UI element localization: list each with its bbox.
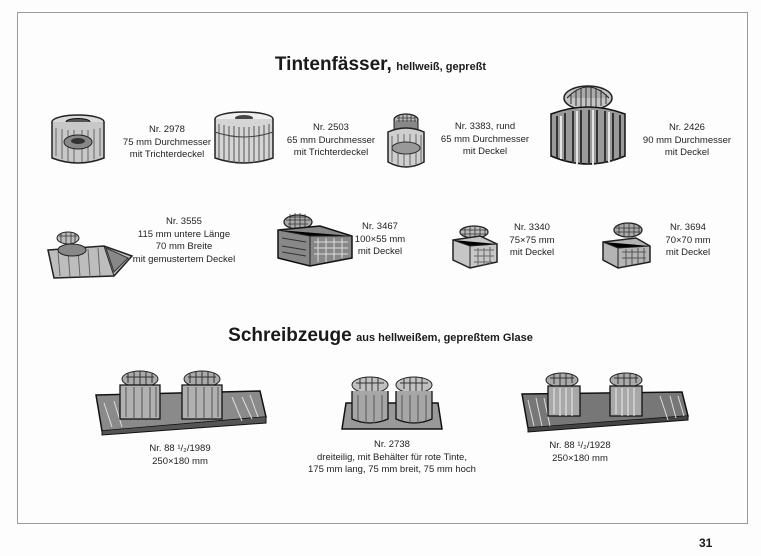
- section-subtitle: aus hellweißem, gepreßtem Glase: [356, 332, 533, 344]
- writing-set-1928-illustration: [520, 370, 690, 436]
- inkwell-2978: [46, 112, 226, 172]
- inkwell-2503-illustration: [211, 110, 277, 170]
- inkwell-3340: [450, 218, 590, 278]
- caption-3383: Nr. 3383, rund 65 mm Durchmesser mit Deckel: [440, 121, 530, 157]
- caption-1928: Nr. 88 ¹/₂/1928 250×180 mm: [549, 440, 611, 464]
- section-heading-inkwells: [0, 54, 761, 76]
- section-subtitle: hellweiß, gepreßt: [396, 61, 487, 73]
- inkwell-3383-illustration: [384, 110, 430, 172]
- inkwell-3694: [600, 218, 740, 278]
- caption-2978: Nr. 2978 75 mm Durchmesser mit Trichterdeckel: [122, 124, 212, 160]
- caption-3694: Nr. 3694 70×70 mm mit Deckel: [665, 222, 711, 258]
- writing-set-2738: [302, 373, 482, 493]
- inkwell-2426-illustration: [545, 82, 631, 168]
- inkwell-3383: [384, 110, 544, 174]
- writing-set-1989: [92, 367, 268, 473]
- caption-3467: Nr. 3467 100×55 mm mit Deckel: [354, 221, 406, 257]
- section-title: Tintenfässer,: [274, 54, 392, 75]
- caption-2426: Nr. 2426 90 mm Durchmesser mit Deckel: [642, 122, 732, 158]
- writing-set-2738-illustration: [302, 373, 482, 435]
- inkwell-2426: [545, 82, 745, 172]
- inkwell-3467: [276, 208, 446, 278]
- inkwell-2503: [211, 110, 401, 172]
- writing-set-1989-illustration: [92, 367, 268, 437]
- caption-3340: Nr. 3340 75×75 mm mit Deckel: [509, 222, 555, 258]
- section-title: Schreibzeuge: [228, 325, 352, 346]
- inkwell-3694-illustration: [600, 218, 652, 270]
- caption-1989: Nr. 88 ¹/₂/1989 250×180 mm: [149, 443, 211, 467]
- page-number: 31: [699, 536, 713, 550]
- caption-2738: Nr. 2738 dreiteilig, mit Behälter für rote Tinte, 175 mm lang, 75 mm breit, 75 mm hoch: [308, 439, 476, 475]
- section-heading-writing-sets: [0, 325, 761, 347]
- caption-3555: Nr. 3555 115 mm untere Länge 70 mm Breite mit gemustertem Deckel: [132, 216, 236, 265]
- caption-2503: Nr. 2503 65 mm Durchmesser mit Trichterdeckel: [286, 122, 376, 158]
- inkwell-3555: [44, 216, 244, 286]
- writing-set-1928: [520, 370, 690, 470]
